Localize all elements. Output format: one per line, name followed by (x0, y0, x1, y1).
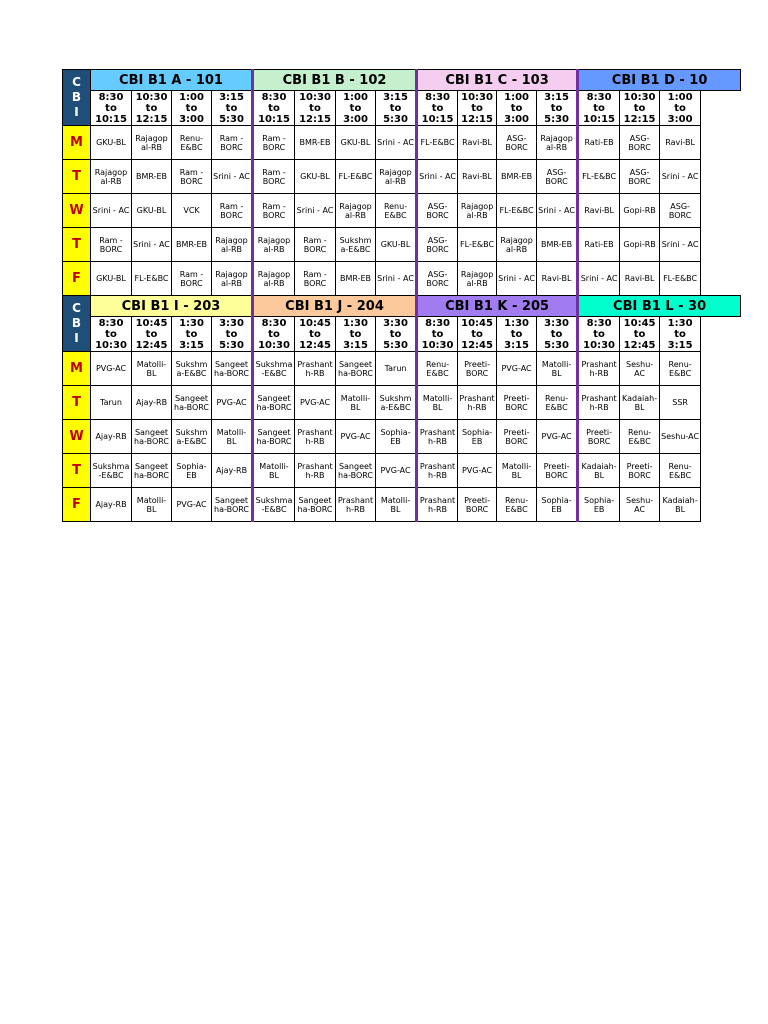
class-cell: Ravi-BL (458, 126, 497, 160)
time-slot: 8:30 to 10:30 (578, 317, 620, 352)
class-cell: Preeti-BORC (497, 386, 537, 420)
class-cell: Srini - AC (660, 228, 701, 262)
class-cell: Sangeet ha-BORC (253, 386, 295, 420)
class-cell: PVG-AC (172, 488, 212, 522)
class-cell: Renu-E&BC (660, 454, 701, 488)
day-row (63, 420, 745, 454)
class-cell: Srini - AC (578, 262, 620, 296)
section-title: CBI B1 J - 204 (253, 296, 417, 317)
class-cell: Renu-E&BC (417, 352, 458, 386)
class-cell: Seshu-AC (620, 352, 660, 386)
class-cell: Srini - AC (132, 228, 172, 262)
class-cell: PVG-AC (458, 454, 497, 488)
time-slot: 10:45 to 12:45 (458, 317, 497, 352)
class-cell: Sangeet ha-BORC (172, 386, 212, 420)
class-cell: BMR-EB (336, 262, 376, 296)
time-slot: 1:30 to 3:15 (172, 317, 212, 352)
class-cell: Sophia-EB (376, 420, 417, 454)
class-cell: Prashant h-RB (417, 420, 458, 454)
class-cell: Rati-EB (578, 228, 620, 262)
class-cell: Rajagop al-RB (132, 126, 172, 160)
class-cell: Preeti-BORC (497, 420, 537, 454)
time-slot: 1:00 to 3:00 (497, 91, 537, 126)
class-cell: ASG-BORC (620, 126, 660, 160)
class-cell: BMR-EB (172, 228, 212, 262)
class-cell: PVG-AC (91, 352, 132, 386)
class-cell: Matolli-BL (132, 488, 172, 522)
class-cell: PVG-AC (537, 420, 578, 454)
class-cell: Sukshm a-E&BC (376, 386, 417, 420)
class-cell: BMR-EB (497, 160, 537, 194)
cbi-letter: I (74, 331, 79, 345)
class-cell: Prashant h-RB (336, 488, 376, 522)
class-cell: ASG-BORC (417, 194, 458, 228)
section-title: CBI B1 B - 102 (253, 70, 417, 91)
section-title: CBI B1 L - 30 (578, 296, 741, 317)
class-cell: Preeti-BORC (458, 488, 497, 522)
time-slot: 8:30 to 10:30 (417, 317, 458, 352)
class-cell: Ravi-BL (537, 262, 578, 296)
class-cell: Srini - AC (376, 262, 417, 296)
class-cell: Seshu-AC (660, 420, 701, 454)
class-cell: Sukshma -E&BC (253, 352, 295, 386)
time-slot: 10:30 to 12:15 (295, 91, 336, 126)
class-cell: Ajay-RB (212, 454, 253, 488)
class-cell: Ravi-BL (620, 262, 660, 296)
time-slot: 8:30 to 10:15 (253, 91, 295, 126)
class-cell: ASG-BORC (417, 262, 458, 296)
class-cell: FL-E&BC (417, 126, 458, 160)
class-cell: Srini - AC (537, 194, 578, 228)
class-cell: Kadaiah-BL (620, 386, 660, 420)
class-cell: Renu-E&BC (172, 126, 212, 160)
class-cell: Sukshm a-E&BC (172, 352, 212, 386)
day-label: T (63, 160, 91, 194)
cbi-letter: I (74, 105, 79, 119)
class-cell: Sangeet ha-BORC (132, 420, 172, 454)
section-title: CBI B1 A - 101 (91, 70, 253, 91)
class-cell: Srini - AC (295, 194, 336, 228)
class-cell: Rajagop al-RB (253, 262, 295, 296)
timetable-grid (62, 69, 744, 522)
time-slot: 1:30 to 3:15 (497, 317, 537, 352)
class-cell: Sukshma -E&BC (253, 488, 295, 522)
class-cell: Prashant h-RB (295, 352, 336, 386)
class-cell: Prashant h-RB (417, 488, 458, 522)
section-title: CBI B1 D - 10 (578, 70, 741, 91)
timetable-sheet (62, 69, 744, 564)
class-cell: Ram - BORC (91, 228, 132, 262)
class-cell: Prashant h-RB (295, 420, 336, 454)
class-cell: Sukshm a-E&BC (336, 228, 376, 262)
class-cell: Rajagop al-RB (537, 126, 578, 160)
class-cell: Ram - BORC (253, 194, 295, 228)
day-row (63, 352, 745, 386)
time-slot: 8:30 to 10:30 (253, 317, 295, 352)
class-cell: Renu-E&BC (497, 488, 537, 522)
class-cell: ASG-BORC (620, 160, 660, 194)
class-cell: Sangeet ha-BORC (336, 454, 376, 488)
day-row (63, 194, 745, 228)
class-cell: GKU-BL (336, 126, 376, 160)
class-cell: Kadaiah-BL (578, 454, 620, 488)
time-slot: 1:30 to 3:15 (336, 317, 376, 352)
class-cell: Sangeet ha-BORC (336, 352, 376, 386)
time-slot: 10:30 to 12:15 (132, 91, 172, 126)
cbi-letter: C (72, 301, 81, 315)
class-cell: Ram - BORC (212, 194, 253, 228)
class-cell: Prashant h-RB (578, 386, 620, 420)
class-cell: Preeti-BORC (578, 420, 620, 454)
class-cell: Tarun (376, 352, 417, 386)
class-cell: Rajagop al-RB (212, 228, 253, 262)
time-slot: 3:30 to 5:30 (376, 317, 417, 352)
class-cell: Srini - AC (91, 194, 132, 228)
class-cell: PVG-AC (212, 386, 253, 420)
class-cell: Ravi-BL (660, 126, 701, 160)
class-cell: FL-E&BC (497, 194, 537, 228)
time-slot: 10:30 to 12:15 (458, 91, 497, 126)
cbi-letter: C (72, 75, 81, 89)
class-cell: Gopi-RB (620, 228, 660, 262)
class-cell: Sophia-EB (537, 488, 578, 522)
day-label: W (63, 420, 91, 454)
class-cell: Sophia-EB (172, 454, 212, 488)
cbi-letter: B (71, 316, 82, 330)
time-slot: 1:00 to 3:00 (336, 91, 376, 126)
class-cell: PVG-AC (336, 420, 376, 454)
class-cell: Matolli-BL (417, 386, 458, 420)
class-cell: Matolli-BL (336, 386, 376, 420)
time-slot: 3:15 to 5:30 (376, 91, 417, 126)
class-cell: Sangeet ha-BORC (253, 420, 295, 454)
class-cell: Ajay-RB (91, 488, 132, 522)
class-cell: Matolli-BL (132, 352, 172, 386)
class-cell: FL-E&BC (660, 262, 701, 296)
class-cell: Renu-E&BC (620, 420, 660, 454)
class-cell: Gopi-RB (620, 194, 660, 228)
class-cell: Prashant h-RB (458, 386, 497, 420)
class-cell: Matolli-BL (376, 488, 417, 522)
time-slot: 3:15 to 5:30 (212, 91, 253, 126)
class-cell: Sophia-EB (458, 420, 497, 454)
class-cell: Renu-E&BC (660, 352, 701, 386)
class-cell: ASG-BORC (660, 194, 701, 228)
class-cell: Ravi-BL (458, 160, 497, 194)
class-cell: GKU-BL (295, 160, 336, 194)
class-cell: Rajagop al-RB (253, 228, 295, 262)
time-slot: 8:30 to 10:15 (417, 91, 458, 126)
day-row (63, 262, 745, 296)
time-slot: 1:00 to 3:00 (660, 91, 701, 126)
section-title: CBI B1 I - 203 (91, 296, 253, 317)
class-cell: Matolli-BL (497, 454, 537, 488)
class-cell: Ram - BORC (253, 160, 295, 194)
class-cell: Preeti-BORC (620, 454, 660, 488)
class-cell: Sangeet ha-BORC (212, 488, 253, 522)
time-slot: 10:45 to 12:45 (295, 317, 336, 352)
day-row (63, 488, 745, 522)
class-cell: Matolli-BL (537, 352, 578, 386)
day-row (63, 454, 745, 488)
day-label: M (63, 126, 91, 160)
class-cell: Renu-E&BC (376, 194, 417, 228)
day-row (63, 126, 745, 160)
class-cell: Renu-E&BC (537, 386, 578, 420)
class-cell: Rajagop al-RB (458, 262, 497, 296)
class-cell: GKU-BL (91, 126, 132, 160)
class-cell: Ram - BORC (295, 262, 336, 296)
time-slot: 3:30 to 5:30 (212, 317, 253, 352)
day-label: T (63, 228, 91, 262)
class-cell: PVG-AC (497, 352, 537, 386)
day-row (63, 386, 745, 420)
day-label: T (63, 386, 91, 420)
class-cell: ASG-BORC (537, 160, 578, 194)
class-cell: Rajagop al-RB (458, 194, 497, 228)
class-cell: Kadaiah-BL (660, 488, 701, 522)
class-cell: Rajagop al-RB (497, 228, 537, 262)
class-cell: Seshu-AC (620, 488, 660, 522)
class-cell: Sukshm a-E&BC (172, 420, 212, 454)
class-cell: SSR (660, 386, 701, 420)
day-label: W (63, 194, 91, 228)
class-cell: ASG-BORC (497, 126, 537, 160)
class-cell: Prashant h-RB (417, 454, 458, 488)
class-cell: Preeti-BORC (537, 454, 578, 488)
time-slot: 10:45 to 12:45 (620, 317, 660, 352)
class-cell: Ravi-BL (578, 194, 620, 228)
day-label: F (63, 262, 91, 296)
section-title: CBI B1 K - 205 (417, 296, 578, 317)
section-title: CBI B1 C - 103 (417, 70, 578, 91)
day-label: T (63, 454, 91, 488)
class-cell: GKU-BL (376, 228, 417, 262)
time-slot: 8:30 to 10:15 (91, 91, 132, 126)
class-cell: Rajagop al-RB (91, 160, 132, 194)
day-row (63, 228, 745, 262)
class-cell: Sophia-EB (578, 488, 620, 522)
class-cell: ASG-BORC (417, 228, 458, 262)
class-cell: Rajagop al-RB (336, 194, 376, 228)
cbi-letter: B (71, 90, 82, 104)
class-cell: Tarun (91, 386, 132, 420)
class-cell: Sangeet ha-BORC (295, 488, 336, 522)
day-row (63, 160, 745, 194)
class-cell: BMR-EB (295, 126, 336, 160)
time-slot: 3:15 to 5:30 (537, 91, 578, 126)
class-cell: Ram - BORC (212, 126, 253, 160)
class-cell: Rajagop al-RB (376, 160, 417, 194)
class-cell: Rati-EB (578, 126, 620, 160)
class-cell: Rajagop al-RB (212, 262, 253, 296)
class-cell: BMR-EB (537, 228, 578, 262)
class-cell: FL-E&BC (578, 160, 620, 194)
class-cell: Sukshma -E&BC (91, 454, 132, 488)
class-cell: PVG-AC (376, 454, 417, 488)
class-cell: Sangeet ha-BORC (132, 454, 172, 488)
time-slot: 1:30 to 3:15 (660, 317, 701, 352)
day-label: M (63, 352, 91, 386)
class-cell: Matolli-BL (253, 454, 295, 488)
time-slot: 3:30 to 5:30 (537, 317, 578, 352)
time-slot: 10:45 to 12:45 (132, 317, 172, 352)
class-cell: Ram - BORC (295, 228, 336, 262)
class-cell: Matolli-BL (212, 420, 253, 454)
class-cell: Ram - BORC (172, 262, 212, 296)
time-slot: 10:30 to 12:15 (620, 91, 660, 126)
class-cell: Srini - AC (376, 126, 417, 160)
class-cell: BMR-EB (132, 160, 172, 194)
class-cell: FL-E&BC (458, 228, 497, 262)
class-cell: Preeti-BORC (458, 352, 497, 386)
class-cell: GKU-BL (132, 194, 172, 228)
class-cell: Prashant h-RB (578, 352, 620, 386)
class-cell: Srini - AC (417, 160, 458, 194)
class-cell: FL-E&BC (132, 262, 172, 296)
class-cell: Ajay-RB (91, 420, 132, 454)
class-cell: Srini - AC (660, 160, 701, 194)
class-cell: GKU-BL (91, 262, 132, 296)
cbi-vertical-label (63, 296, 91, 352)
time-slot: 1:00 to 3:00 (172, 91, 212, 126)
class-cell: FL-E&BC (336, 160, 376, 194)
class-cell: Srini - AC (212, 160, 253, 194)
class-cell: PVG-AC (295, 386, 336, 420)
class-cell: Ajay-RB (132, 386, 172, 420)
cbi-vertical-label (63, 70, 91, 126)
class-cell: VCK (172, 194, 212, 228)
time-slot: 8:30 to 10:30 (91, 317, 132, 352)
class-cell: Ram - BORC (172, 160, 212, 194)
class-cell: Srini - AC (497, 262, 537, 296)
time-slot: 8:30 to 10:15 (578, 91, 620, 126)
class-cell: Prashant h-RB (295, 454, 336, 488)
class-cell: Sangeet ha-BORC (212, 352, 253, 386)
day-label: F (63, 488, 91, 522)
class-cell: Ram - BORC (253, 126, 295, 160)
